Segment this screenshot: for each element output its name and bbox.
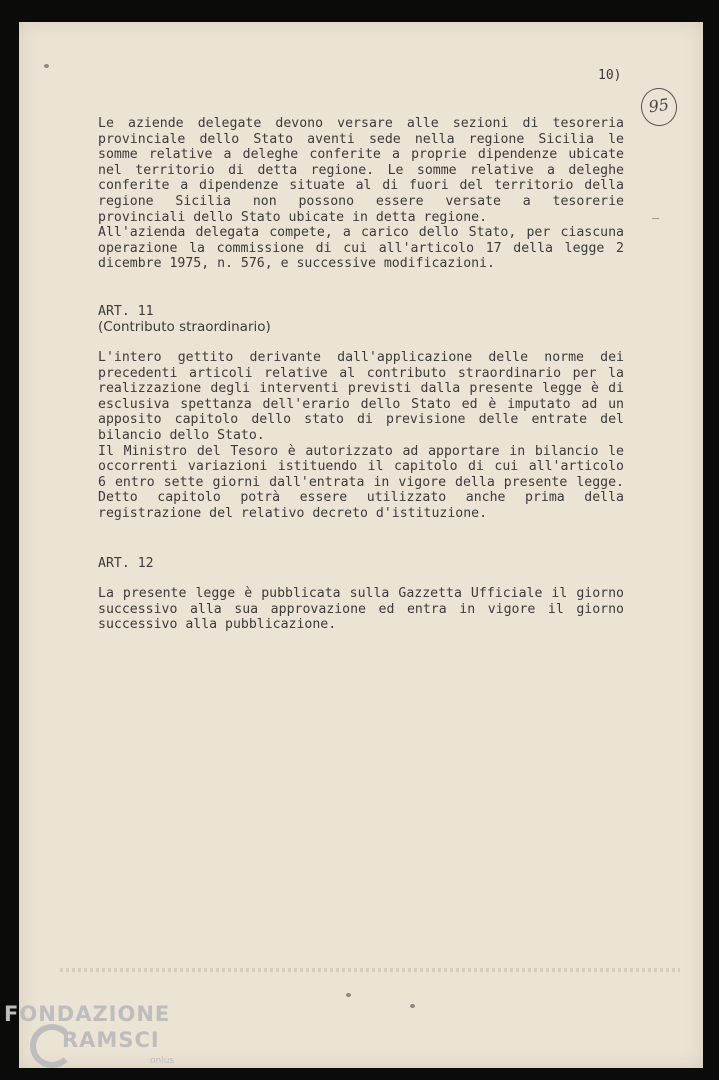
ink-spot bbox=[346, 993, 351, 997]
article-11-subtitle: (Contributo straordinario) bbox=[98, 319, 271, 335]
paragraph-intro bbox=[98, 116, 624, 272]
text-line: All'azienda delegata compete, a carico dello Stato, per ciascuna bbox=[98, 225, 624, 241]
text-line: provinciale dello Stato aventi sede nella regione Sicilia le bbox=[98, 131, 624, 147]
fondazione-gramsci-watermark bbox=[4, 1000, 184, 1080]
text-line: provinciali dello Stato ubicate in detta regione. bbox=[98, 209, 488, 225]
paragraph-article-12 bbox=[98, 586, 624, 633]
text-line: Il Ministro del Tesoro è autorizzato ad apportare in bilancio le bbox=[98, 443, 624, 459]
text-line: somme relative a deleghe conferite a proprie dipendenze ubicate bbox=[98, 147, 624, 163]
text-line: esclusiva spettanza dell'erario dello Stato ed è imputato ad un bbox=[98, 396, 624, 412]
text-line: regione Sicilia non possono essere versate a tesorerie bbox=[98, 193, 624, 209]
margin-mark bbox=[652, 218, 659, 219]
text-line: conferite a dipendenze situate al di fuori del territorio della bbox=[98, 178, 624, 194]
text-line: precedenti articoli relative al contributo straordinario per la bbox=[98, 365, 624, 381]
text-line: occorrenti variazioni istituendo il capitolo di cui all'articolo bbox=[98, 459, 624, 475]
text-line: realizzazione degli interventi previsti dalla presente legge è di bbox=[98, 381, 624, 397]
watermark-line-3: onlus bbox=[150, 1056, 175, 1066]
text-line: 6 entro sette giorni dall'entrata in vigore della presente legge. bbox=[98, 474, 624, 490]
text-line: bilancio dello Stato. bbox=[98, 427, 265, 443]
ink-spot bbox=[410, 1004, 415, 1008]
text-line: successivo alla sua approvazione ed entra in vigore il giorno bbox=[98, 601, 624, 617]
text-line: apposito capitolo dello stato di previsione delle entrate del bbox=[98, 412, 624, 428]
text-line: registrazione del relativo decreto d'istituzione. bbox=[98, 505, 488, 521]
page-number: 10) bbox=[598, 68, 622, 83]
article-11-title: ART. 11 bbox=[98, 304, 154, 319]
watermark-line-1: FONDAZIONE bbox=[4, 1002, 171, 1026]
ink-mark bbox=[44, 64, 49, 68]
watermark-line-2: RAMSCI bbox=[62, 1028, 160, 1052]
paragraph-article-11 bbox=[98, 350, 624, 522]
handwritten-number-text: 95 bbox=[647, 94, 671, 117]
text-line: nel territorio di detta regione. Le somme relative a deleghe bbox=[98, 162, 624, 178]
text-line: La presente legge è pubblicata sulla Gazzetta Ufficiale il giorno bbox=[98, 586, 624, 601]
text-line: Le aziende delegate devono versare alle sezioni di tesoreria bbox=[98, 116, 624, 131]
text-line: L'intero gettito derivante dall'applicazione delle norme dei bbox=[98, 350, 624, 365]
text-line: operazione la commissione di cui all'articolo 17 della legge 2 bbox=[98, 240, 624, 256]
article-12-title: ART. 12 bbox=[98, 556, 154, 571]
text-line: dicembre 1975, n. 576, e successive modificazioni. bbox=[98, 256, 495, 272]
text-line: successivo alla pubblicazione. bbox=[98, 617, 337, 633]
text-line: Detto capitolo potrà essere utilizzato anche prima della bbox=[98, 490, 624, 506]
show-through-line bbox=[60, 968, 680, 972]
